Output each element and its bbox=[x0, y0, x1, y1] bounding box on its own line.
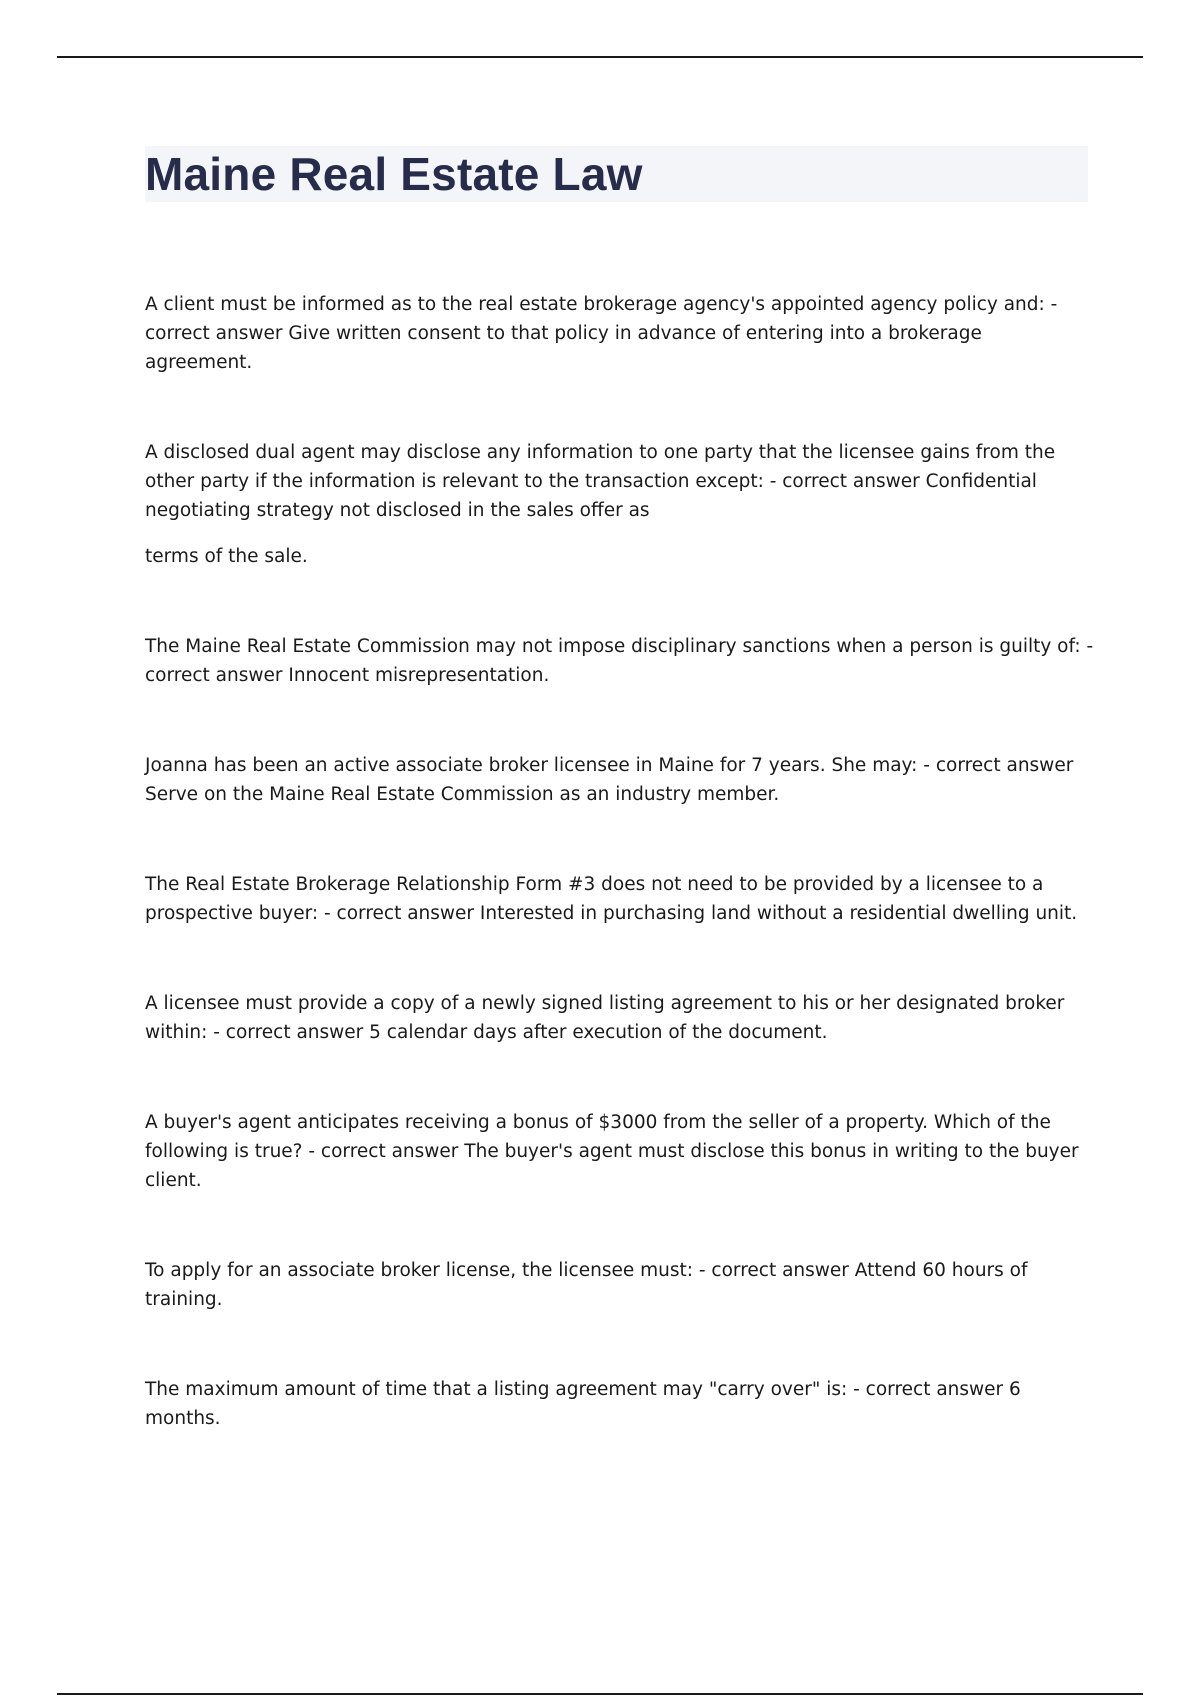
top-rule bbox=[57, 56, 1143, 58]
answer-separator: - correct answer bbox=[692, 1260, 855, 1281]
qa-item bbox=[145, 290, 1095, 377]
question-text: The Maine Real Estate Commission may not impose disciplinary sanctions when a person is guilty of: bbox=[145, 636, 1081, 657]
answer-text: Give written consent to that policy in advance of entering into a brokerage agreement. bbox=[145, 323, 982, 373]
answer-text: 6 months. bbox=[145, 1379, 1021, 1429]
bottom-rule bbox=[57, 1693, 1143, 1695]
answer-text: Innocent misrepresentation. bbox=[288, 665, 550, 686]
qa-item bbox=[145, 438, 1095, 571]
answer-text: The buyer's agent must disclose this bonus in writing to the buyer client. bbox=[145, 1141, 1079, 1191]
qa-item bbox=[145, 1108, 1095, 1195]
answer-text: Attend 60 hours of training. bbox=[145, 1260, 1028, 1310]
answer-text: Serve on the Maine Real Estate Commission as an industry member. bbox=[145, 784, 780, 805]
question-text: A client must be informed as to the real estate brokerage agency's appointed agency policy and: bbox=[145, 294, 1045, 315]
answer-text: 5 calendar days after execution of the document. bbox=[369, 1022, 828, 1043]
answer-separator: - correct answer bbox=[145, 636, 1094, 686]
question-text: A buyer's agent anticipates receiving a bonus of $3000 from the seller of a property. Which of the following is true? bbox=[145, 1112, 1051, 1162]
question-text: The Real Estate Brokerage Relationship Form #3 does not need to be provided by a licensee to a prospective buyer: bbox=[145, 874, 1044, 924]
answer-separator: - correct answer bbox=[302, 1141, 465, 1162]
answer-separator: - correct answer bbox=[207, 1022, 370, 1043]
qa-item bbox=[145, 1375, 1095, 1433]
qa-item bbox=[145, 632, 1095, 690]
answer-separator: - correct answer bbox=[917, 755, 1074, 776]
answer-separator: - correct answer bbox=[318, 903, 480, 924]
page-title: Maine Real Estate Law bbox=[145, 148, 643, 200]
question-text: To apply for an associate broker license, the licensee must: bbox=[145, 1260, 693, 1281]
question-text: Joanna has been an active associate broker licensee in Maine for 7 years. She may: bbox=[145, 755, 918, 776]
answer-text: Confidential negotiating strategy not disclosed in the sales offer as bbox=[145, 471, 1037, 521]
question-text: A disclosed dual agent may disclose any information to one party that the licensee gains from the other party if the information is relevant to the transaction except: bbox=[145, 442, 1056, 492]
answer-text: Interested in purchasing land without a residential dwelling unit. bbox=[479, 903, 1078, 924]
qa-item bbox=[145, 751, 1095, 809]
question-text: The maximum amount of time that a listing agreement may "carry over" is: bbox=[145, 1379, 848, 1400]
qa-item bbox=[145, 1256, 1095, 1314]
answer-separator: - correct answer bbox=[847, 1379, 1010, 1400]
qa-item bbox=[145, 989, 1095, 1047]
answer-continuation: terms of the sale. bbox=[145, 546, 308, 567]
answer-separator: - correct answer bbox=[763, 471, 926, 492]
question-text: A licensee must provide a copy of a newly signed listing agreement to his or her designated broker within: bbox=[145, 993, 1065, 1043]
answer-separator: - correct answer bbox=[145, 294, 1058, 344]
qa-item bbox=[145, 870, 1095, 928]
qa-list bbox=[145, 290, 1095, 1494]
